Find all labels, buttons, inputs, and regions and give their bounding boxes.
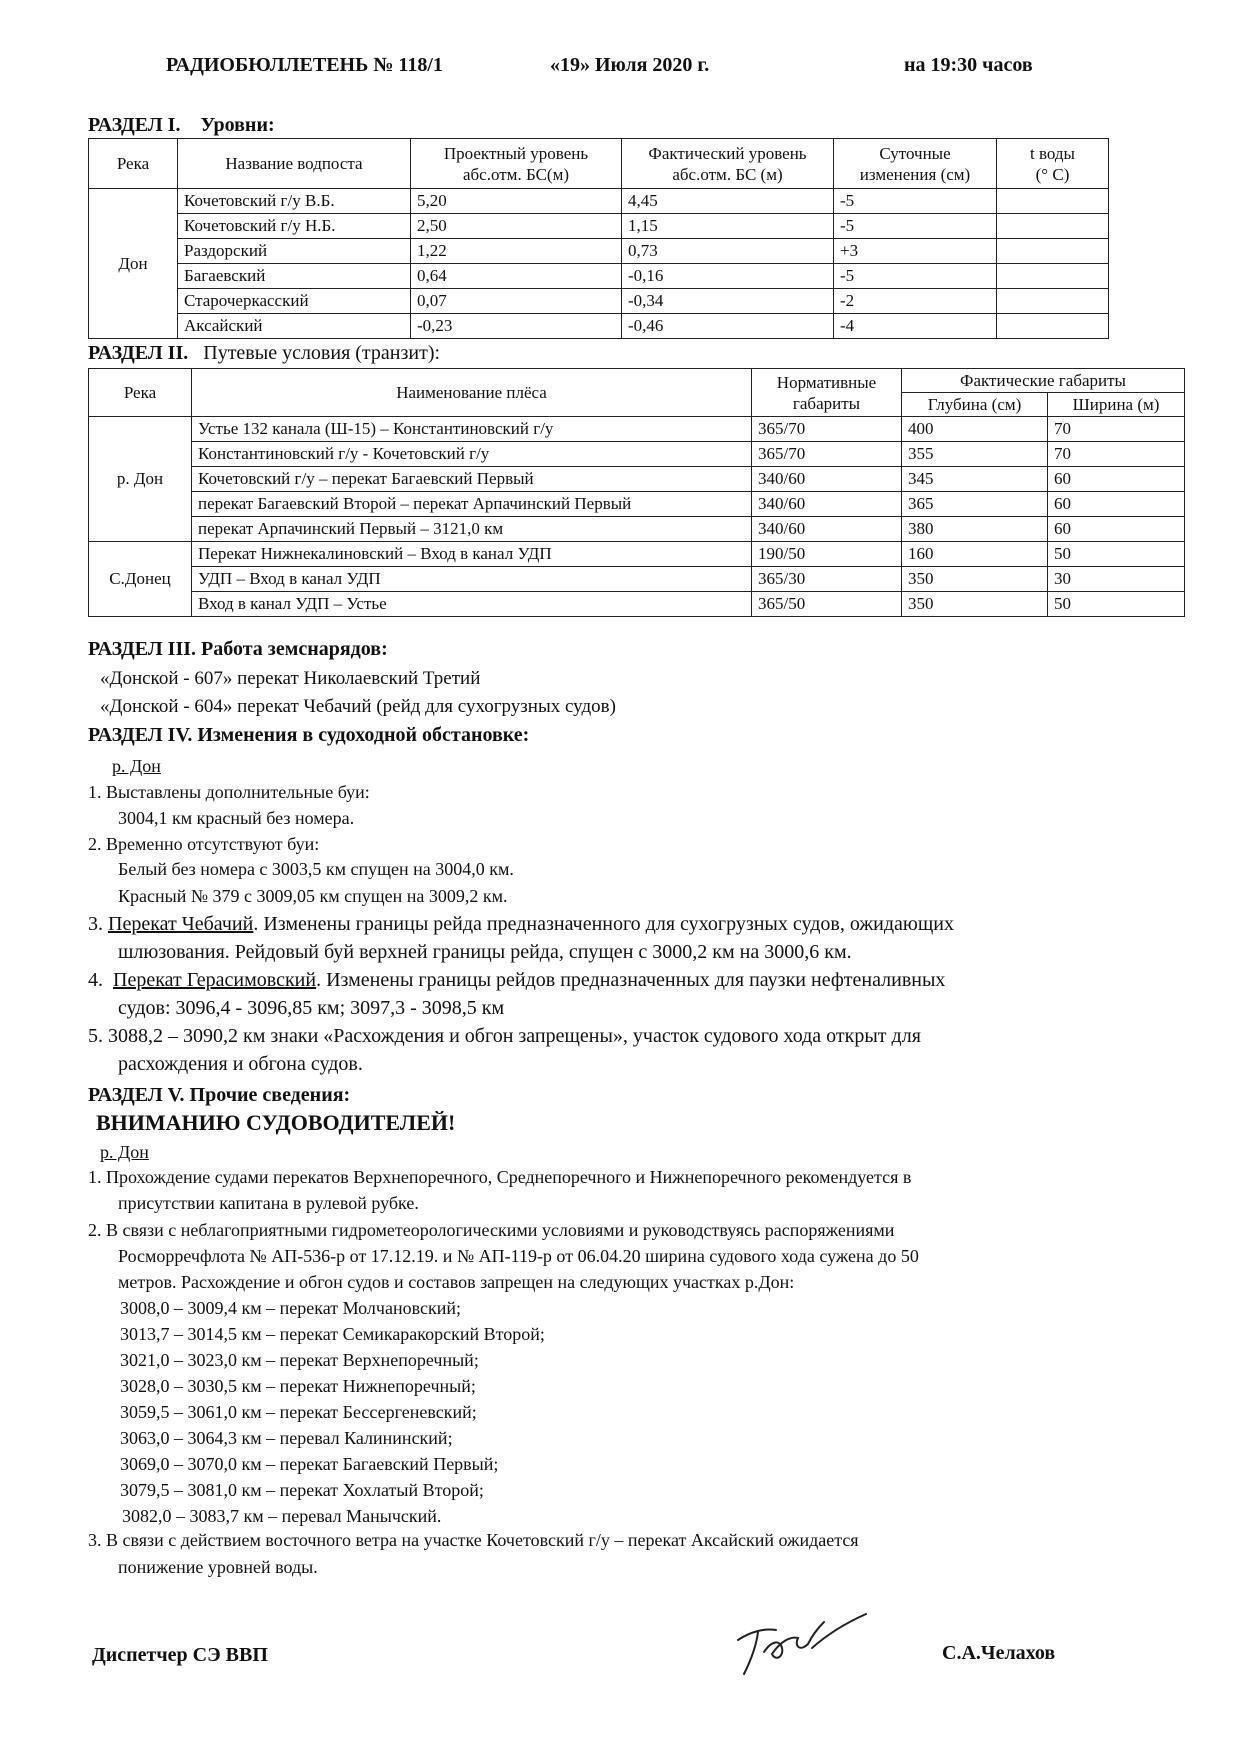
s4-item3-num: 3.	[88, 913, 103, 935]
section1-title	[88, 114, 275, 137]
post-name: Раздорский	[178, 239, 411, 264]
actual-level: -0,34	[622, 289, 834, 314]
section2-title	[88, 342, 440, 365]
col-depth: Глубина (см)	[902, 393, 1048, 417]
s4-item5: 5. 3088,2 – 3090,2 км знаки «Расхождения и обгон запрещены», участок судового хода открыт для	[88, 1025, 921, 1047]
reach-name: перекат Багаевский Второй – перекат Арпачинский Первый	[192, 492, 752, 517]
restricted-segment: 3069,0 – 3070,0 км – перекат Багаевский Первый;	[120, 1454, 499, 1474]
reach-name: Константиновский г/у - Кочетовский г/у	[192, 442, 752, 467]
norm-dimensions: 190/50	[752, 542, 902, 567]
daily-change: -5	[834, 264, 997, 289]
levels-row	[89, 189, 1109, 214]
actual-depth: 345	[902, 467, 1048, 492]
section1-number: РАЗДЕЛ I.	[88, 114, 181, 136]
actual-width: 60	[1048, 467, 1185, 492]
col-actual-dimensions: Фактические габариты	[902, 369, 1185, 393]
s4-item4-text: . Изменены границы рейдов предназначенных для паузки нефтеналивных	[316, 969, 946, 991]
s5-p3-cont: понижение уровней воды.	[118, 1557, 318, 1577]
s5-p1-cont: присутствии капитана в рулевой рубке.	[118, 1193, 419, 1213]
dredger-line-2: «Донской - 604» перекат Чебачий (рейд для сухогрузных судов)	[100, 696, 616, 717]
levels-row	[89, 314, 1109, 339]
actual-width: 60	[1048, 492, 1185, 517]
norm-dimensions: 340/60	[752, 517, 902, 542]
actual-depth: 380	[902, 517, 1048, 542]
norm-dimensions: 340/60	[752, 467, 902, 492]
s5-p1: 1. Прохождение судами перекатов Верхнепоречного, Среднепоречного и Нижнепоречного рекомендуется в	[88, 1167, 912, 1187]
actual-depth: 365	[902, 492, 1048, 517]
restricted-segment: 3008,0 – 3009,4 км – перекат Молчановский;	[120, 1298, 461, 1318]
s4-item2-b: Красный № 379 с 3009,05 км спущен на 3009,2 км.	[118, 886, 508, 906]
levels-row	[89, 214, 1109, 239]
project-level: 0,07	[411, 289, 622, 314]
reach-name: УДП – Вход в канал УДП	[192, 567, 752, 592]
col-norm: Нормативные габариты	[752, 369, 902, 417]
actual-level: -0,46	[622, 314, 834, 339]
post-name: Старочеркасский	[178, 289, 411, 314]
norm-dimensions: 365/70	[752, 417, 902, 442]
bulletin-date: «19» Июля 2020 г.	[550, 54, 710, 76]
actual-depth: 355	[902, 442, 1048, 467]
col-width: Ширина (м)	[1048, 393, 1185, 417]
transit-row	[89, 542, 1185, 567]
levels-row	[89, 264, 1109, 289]
norm-dimensions: 340/60	[752, 492, 902, 517]
post-name: Аксайский	[178, 314, 411, 339]
levels-table	[88, 138, 1109, 339]
s4-item3-cont: шлюзования. Рейдовый буй верхней границы рейда, спущен с 3000,2 км на 3000,6 км.	[118, 941, 852, 963]
signature-icon	[720, 1592, 870, 1682]
s4-item1: 1. Выставлены дополнительные буи:	[88, 782, 370, 802]
s5-p3: 3. В связи с действием восточного ветра на участке Кочетовский г/у – перекат Аксайский ожидается	[88, 1530, 859, 1550]
river-name: С.Донец	[89, 542, 192, 617]
actual-level: 1,15	[622, 214, 834, 239]
actual-depth: 350	[902, 592, 1048, 617]
bulletin-header	[0, 50, 1240, 84]
daily-change: +3	[834, 239, 997, 264]
daily-change: -4	[834, 314, 997, 339]
restricted-segment: 3063,0 – 3064,3 км – перевал Калининский;	[120, 1428, 453, 1448]
daily-change: -2	[834, 289, 997, 314]
transit-table	[88, 368, 1185, 617]
col-river: Река	[89, 369, 192, 417]
transit-row	[89, 517, 1185, 542]
water-temp	[997, 289, 1109, 314]
s4-item1-a: 3004,1 км красный без номера.	[118, 808, 355, 828]
levels-row	[89, 289, 1109, 314]
s4-item4-cont: судов: 3096,4 - 3096,85 км; 3097,3 - 3098,5 км	[118, 997, 505, 1019]
s5-p2: 2. В связи с неблагоприятными гидрометеорологическими условиями и руководствуясь распоряжениями	[88, 1220, 895, 1240]
water-temp	[997, 189, 1109, 214]
post-name: Кочетовский г/у Н.Б.	[178, 214, 411, 239]
actual-depth: 160	[902, 542, 1048, 567]
s5-p2-line3: метров. Расхождение и обгон судов и составов запрещен на следующих участках р.Дон:	[118, 1272, 795, 1292]
transit-row	[89, 567, 1185, 592]
actual-depth: 400	[902, 417, 1048, 442]
project-level: -0,23	[411, 314, 622, 339]
col-daily-change: Суточные изменения (см)	[834, 139, 997, 189]
s4-item4-num: 4.	[88, 969, 103, 991]
actual-width: 50	[1048, 542, 1185, 567]
water-temp	[997, 239, 1109, 264]
transit-row	[89, 467, 1185, 492]
bulletin-title: РАДИОБЮЛЛЕТЕНЬ № 118/1	[166, 54, 443, 76]
reach-name: Вход в канал УДП – Устье	[192, 592, 752, 617]
actual-width: 50	[1048, 592, 1185, 617]
transit-row	[89, 492, 1185, 517]
dispatcher-label: Диспетчер СЭ ВВП	[92, 1644, 268, 1666]
project-level: 5,20	[411, 189, 622, 214]
s4-item2: 2. Временно отсутствуют буи:	[88, 834, 320, 854]
daily-change: -5	[834, 214, 997, 239]
section4-title: РАЗДЕЛ IV. Изменения в судоходной обстановке:	[88, 724, 530, 746]
transit-row	[89, 592, 1185, 617]
river-name: Дон	[89, 189, 178, 339]
reach-name: Устье 132 канала (Ш-15) – Константиновский г/у	[192, 417, 752, 442]
restricted-segment: 3082,0 – 3083,7 км – перевал Манычский.	[122, 1506, 442, 1526]
s4-item3-place: Перекат Чебачий	[108, 913, 254, 935]
restricted-segment: 3059,5 – 3061,0 км – перекат Бессергеневский;	[120, 1402, 477, 1422]
transit-header-row-1	[89, 369, 1185, 393]
col-reach: Наименование плёса	[192, 369, 752, 417]
daily-change: -5	[834, 189, 997, 214]
water-temp	[997, 214, 1109, 239]
actual-level: 0,73	[622, 239, 834, 264]
actual-level: -0,16	[622, 264, 834, 289]
col-actual-level: Фактический уровень абс.отм. БС (м)	[622, 139, 834, 189]
transit-row	[89, 417, 1185, 442]
actual-width: 70	[1048, 442, 1185, 467]
section4-river: р. Дон	[112, 756, 161, 776]
project-level: 2,50	[411, 214, 622, 239]
norm-dimensions: 365/50	[752, 592, 902, 617]
river-name: р. Дон	[89, 417, 192, 542]
s4-item2-a: Белый без номера с 3003,5 км спущен на 3004,0 км.	[118, 859, 514, 879]
levels-header-row	[89, 139, 1109, 189]
dredger-line-1: «Донской - 607» перекат Николаевский Третий	[100, 668, 481, 689]
section3-title: РАЗДЕЛ III. Работа земснарядов:	[88, 638, 388, 660]
section2-subtitle: Путевые условия (транзит):	[203, 342, 441, 364]
water-temp	[997, 264, 1109, 289]
s4-item4-place: Перекат Герасимовский	[113, 969, 317, 991]
attention-heading: ВНИМАНИЮ СУДОВОДИТЕЛЕЙ!	[96, 1110, 456, 1135]
col-water-temp: t воды (° С)	[997, 139, 1109, 189]
actual-width: 60	[1048, 517, 1185, 542]
actual-level: 4,45	[622, 189, 834, 214]
norm-dimensions: 365/70	[752, 442, 902, 467]
reach-name: Кочетовский г/у – перекат Багаевский Первый	[192, 467, 752, 492]
reach-name: Перекат Нижнекалиновский – Вход в канал УДП	[192, 542, 752, 567]
section5-river: р. Дон	[100, 1142, 149, 1162]
col-post: Название водпоста	[178, 139, 411, 189]
s4-item5-cont: расхождения и обгона судов.	[118, 1053, 363, 1075]
restricted-segment: 3021,0 – 3023,0 км – перекат Верхнепоречный;	[120, 1350, 479, 1370]
s4-item3-text: . Изменены границы рейда предназначенного для сухогрузных судов, ожидающих	[253, 913, 954, 935]
transit-row	[89, 442, 1185, 467]
signatory-name: С.А.Челахов	[942, 1642, 1056, 1664]
actual-depth: 350	[902, 567, 1048, 592]
norm-dimensions: 365/30	[752, 567, 902, 592]
col-river: Река	[89, 139, 178, 189]
actual-width: 30	[1048, 567, 1185, 592]
s4-item3	[88, 912, 954, 937]
restricted-segment: 3079,5 – 3081,0 км – перекат Хохлатый Второй;	[120, 1480, 484, 1500]
actual-width: 70	[1048, 417, 1185, 442]
section1-subtitle: Уровни:	[200, 114, 275, 136]
bulletin-time: на 19:30 часов	[904, 54, 1033, 76]
col-project-level: Проектный уровень абс.отм. БС(м)	[411, 139, 622, 189]
s5-p2-line2: Росморречфлота № АП-536-р от 17.12.19. и № АП-119-р от 06.04.20 ширина судового хода сужена до 50	[118, 1246, 919, 1266]
reach-name: перекат Арпачинский Первый – 3121,0 км	[192, 517, 752, 542]
post-name: Багаевский	[178, 264, 411, 289]
levels-row	[89, 239, 1109, 264]
post-name: Кочетовский г/у В.Б.	[178, 189, 411, 214]
section2-number: РАЗДЕЛ II.	[88, 342, 189, 364]
water-temp	[997, 314, 1109, 339]
project-level: 0,64	[411, 264, 622, 289]
project-level: 1,22	[411, 239, 622, 264]
section5-title: РАЗДЕЛ V. Прочие сведения:	[88, 1084, 351, 1106]
restricted-segment: 3028,0 – 3030,5 км – перекат Нижнепоречный;	[120, 1376, 476, 1396]
restricted-segment: 3013,7 – 3014,5 км – перекат Семикаракорский Второй;	[120, 1324, 545, 1344]
s4-item4	[88, 968, 945, 993]
